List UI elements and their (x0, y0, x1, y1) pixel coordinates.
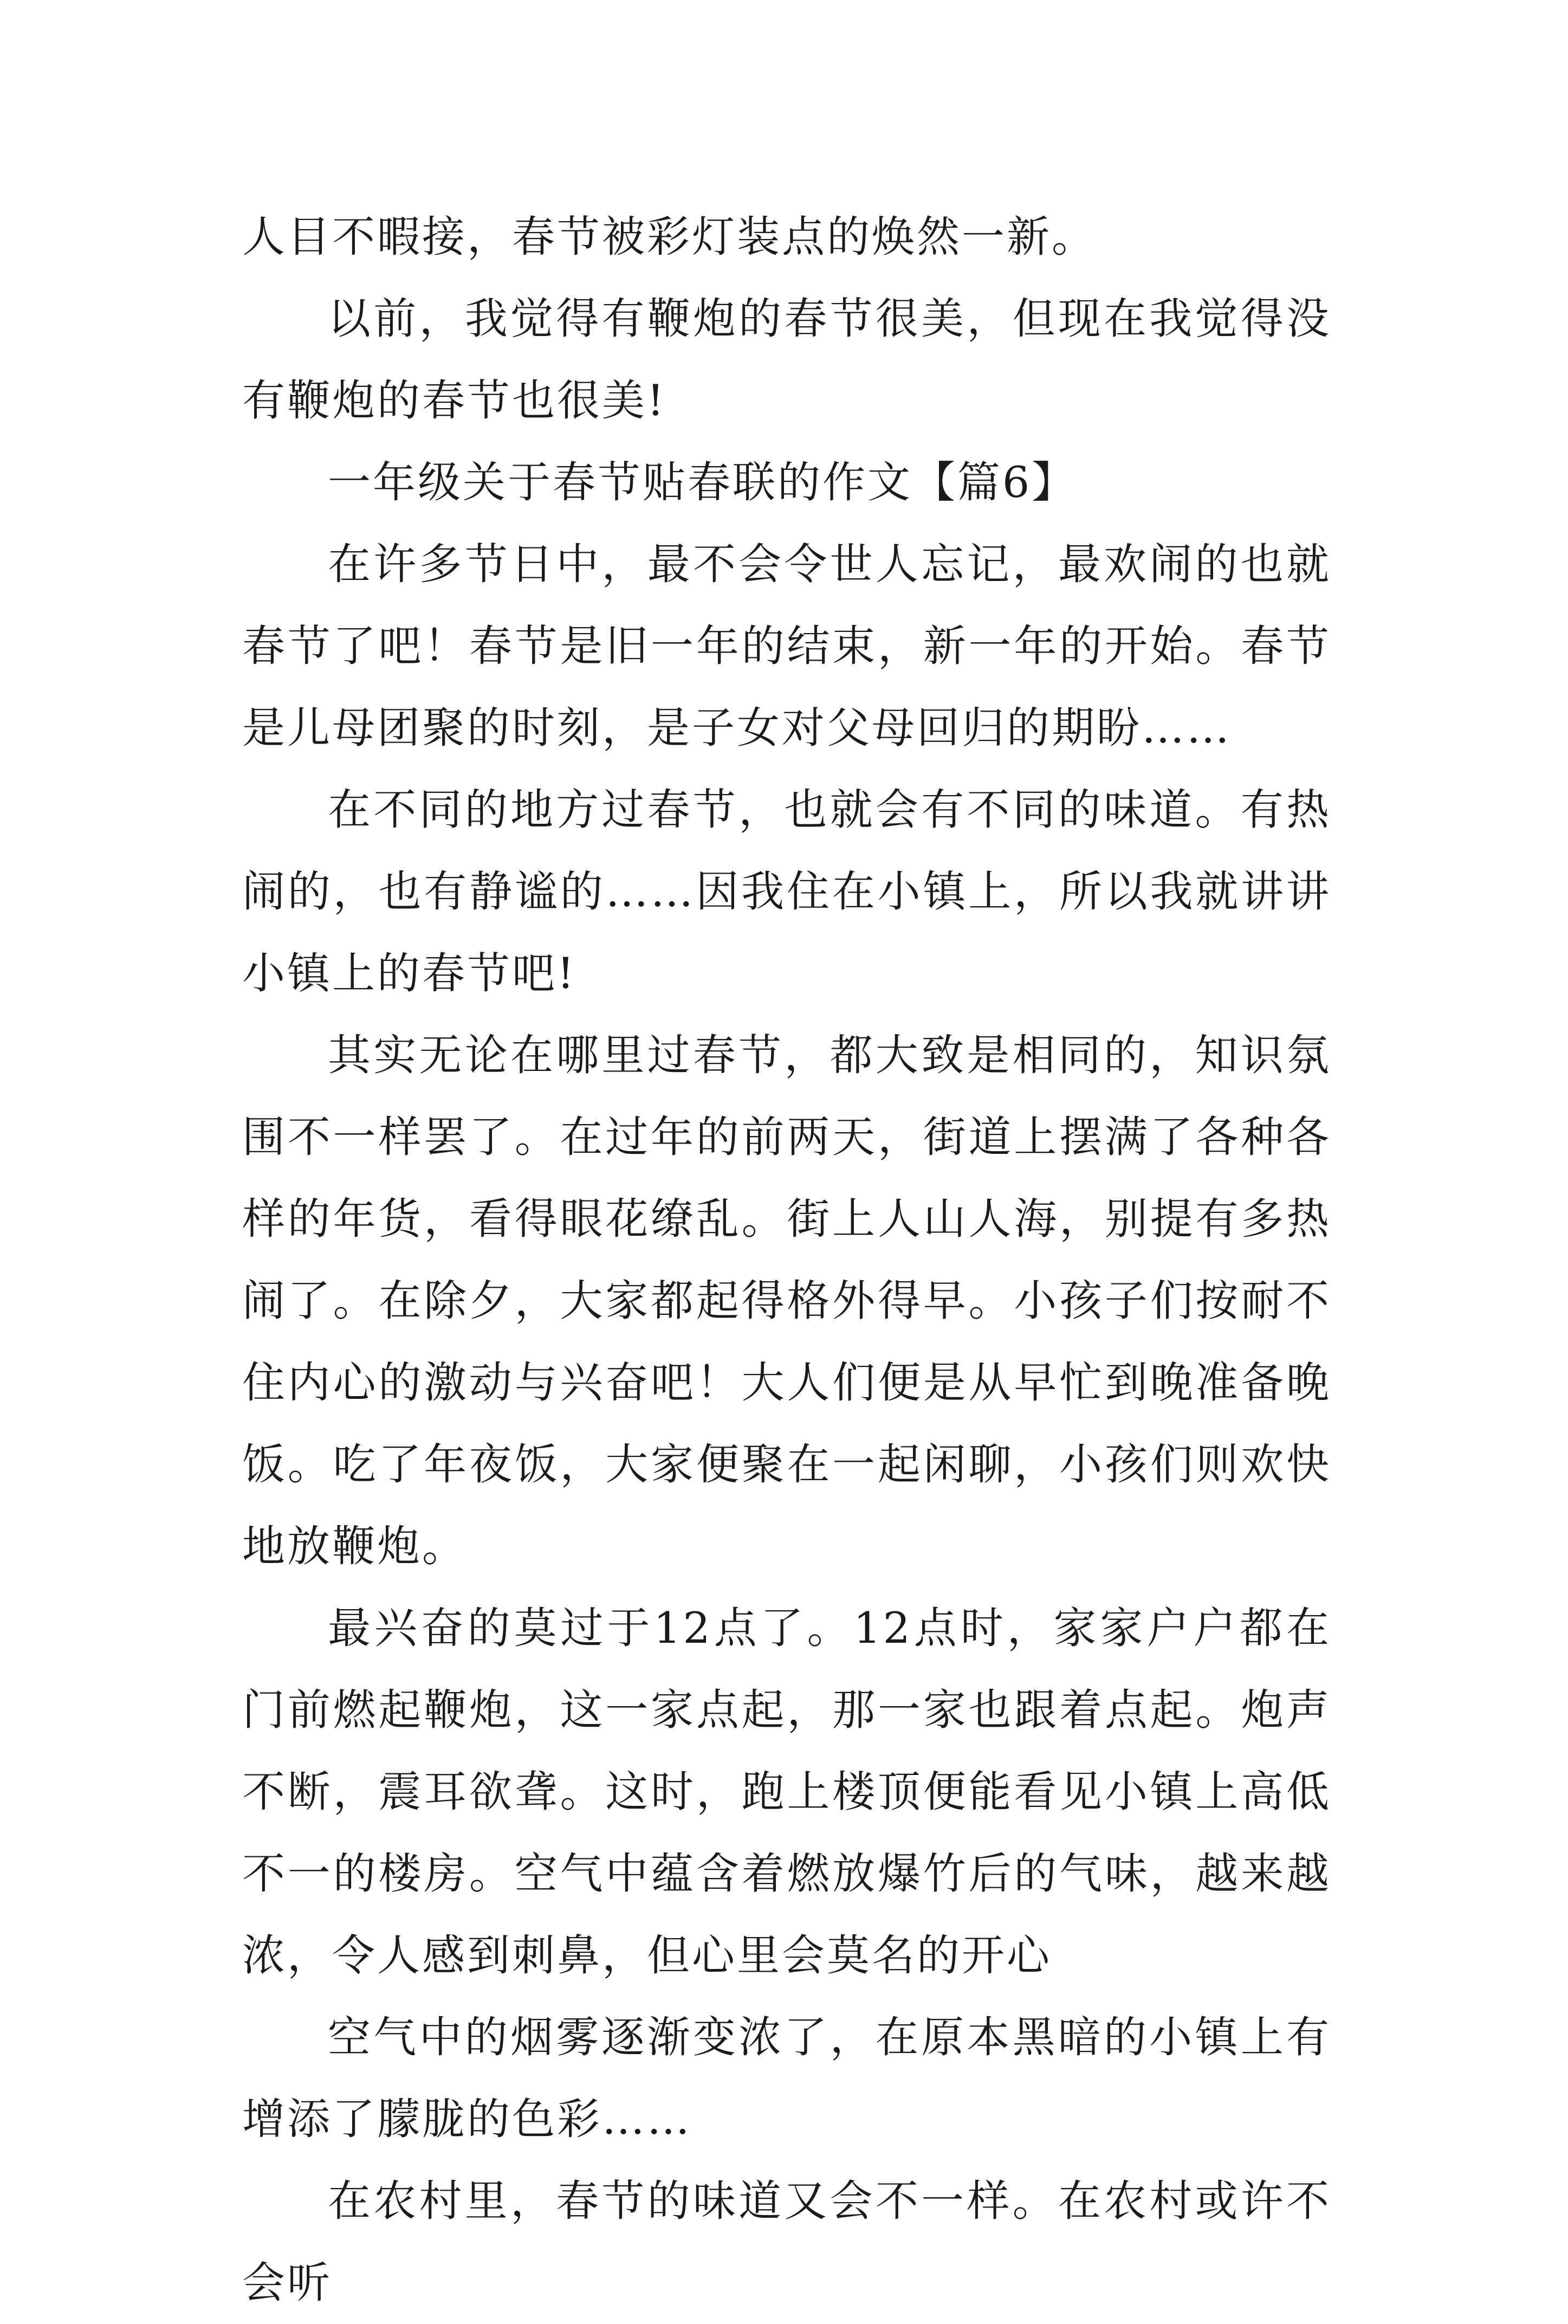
paragraph: 空气中的烟雾逐渐变浓了，在原本黑暗的小镇上有增添了朦胧的色彩…… (242, 2012, 1331, 2144)
document-body (242, 196, 1331, 2324)
paragraph-continuation: 人目不暇接，春节被彩灯装点的焕然一新。 (242, 212, 1097, 262)
paragraph: 在许多节日中，最不会令世人忘记，最欢闹的也就春节了吧！春节是旧一年的结束，新一年的开始。春节是儿母团聚的时刻，是子女对父母回归的期盼…… (242, 539, 1331, 753)
paragraph: 在农村里，春节的味道又会不一样。在农村或许不会听 (242, 2176, 1331, 2308)
essay-heading: 一年级关于春节贴春联的作文【篇6】 (328, 457, 1077, 507)
paragraph: 其实无论在哪里过春节，都大致是相同的，知识氛围不一样罢了。在过年的前两天，街道上摆满了各种各样的年货，看得眼花缭乱。街上人山人海，别提有多热闹了。在除夕，大家都起得格外得早。小孩子们按耐不住内心的激动与兴奋吧！大人们便是从早忙到晚准备晚饭。吃了年夜饭，大家便聚在一起闲聊，小孩们则欢快地放鞭炮。 (242, 1030, 1331, 1571)
paragraph: 在不同的地方过春节，也就会有不同的味道。有热闹的，也有静谧的……因我住在小镇上，所以我就讲讲小镇上的春节吧! (242, 785, 1331, 998)
paragraph: 最兴奋的莫过于12点了。12点时，家家户户都在门前燃起鞭炮，这一家点起，那一家也跟着点起。炮声不断，震耳欲聋。这时，跑上楼顶便能看见小镇上高低不一的楼房。空气中蕴含着燃放爆竹后的气味，越来越浓，令人感到刺鼻，但心里会莫名的开心 (242, 1603, 1331, 1980)
paragraph: 以前，我觉得有鞭炮的春节很美，但现在我觉得没有鞭炮的春节也很美! (242, 294, 1331, 425)
